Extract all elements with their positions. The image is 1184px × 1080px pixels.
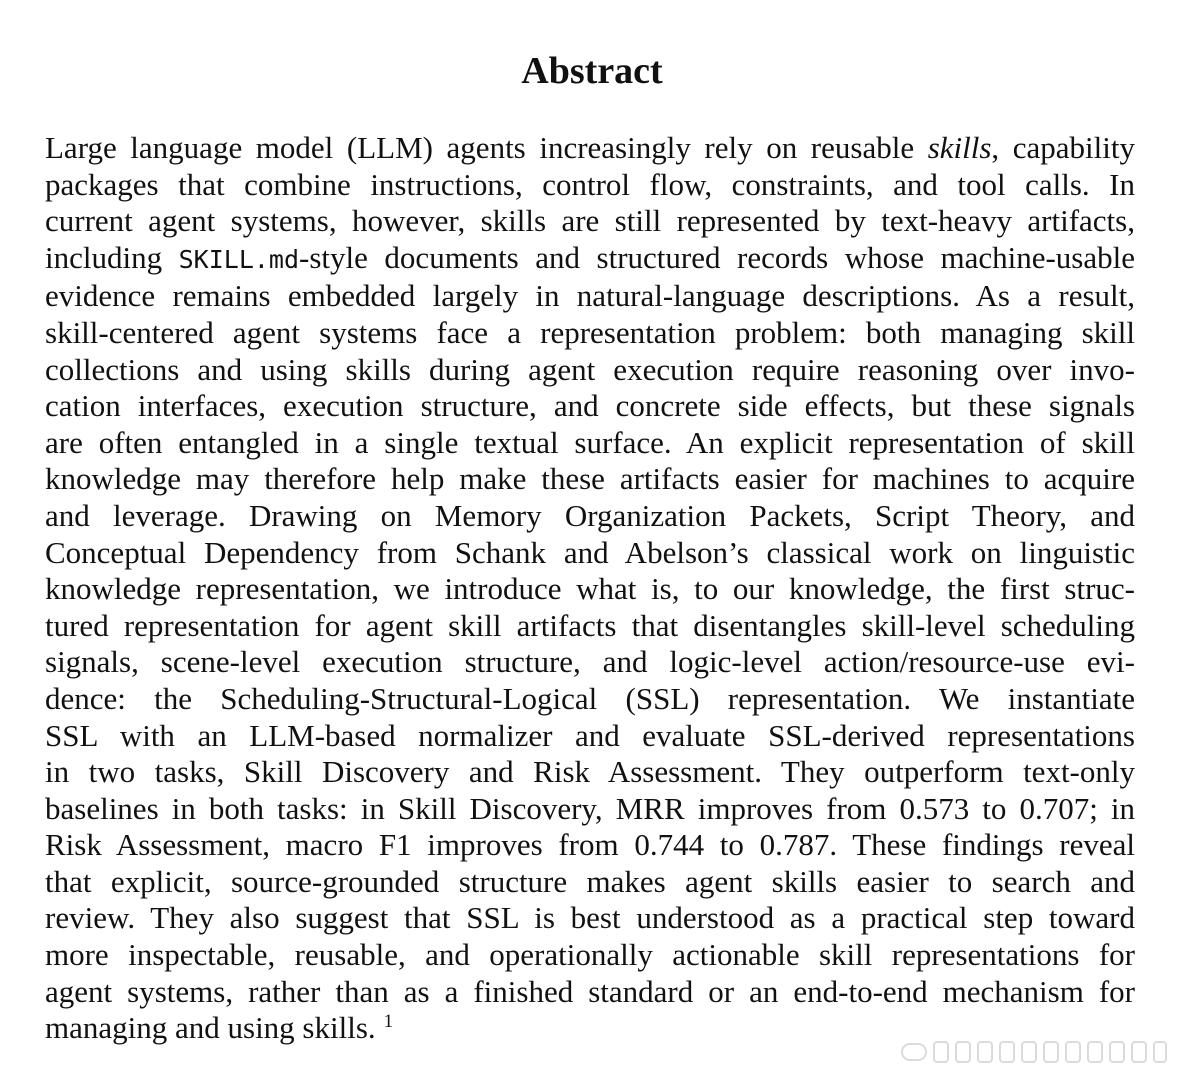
abstract-line: packages that combine instructions, control flow, constraints, and tool calls. In	[45, 166, 1135, 202]
abstract-line: dence: the Scheduling-Structural-Logical (SSL) representation. We instantiate	[45, 680, 1135, 716]
abstract-line: more inspectable, reusable, and operationally actionable skill representations for	[45, 937, 1135, 973]
abstract-line: and leverage. Drawing on Memory Organization Packets, Script Theory, and	[45, 497, 1135, 533]
abstract-line: evidence remains embedded largely in natural-language descriptions. As a result,	[45, 278, 1135, 314]
text-run: including	[45, 239, 179, 275]
footnote-mark[interactable]: 1	[383, 1011, 394, 1033]
abstract-line: baselines in both tasks: in Skill Discovery, MRR improves from 0.573 to 0.707; in	[45, 790, 1135, 826]
abstract-line	[45, 130, 1135, 167]
abstract-line: in two tasks, Skill Discovery and Risk Assessment. They outperform text-only	[45, 754, 1135, 790]
abstract-line: SSL with an LLM-based normalizer and evaluate SSL-derived representations	[45, 717, 1135, 753]
abstract-body	[45, 130, 1135, 1047]
abstract-line: Risk Assessment, macro F1 improves from 0.744 to 0.787. These findings reveal	[45, 827, 1135, 863]
text-run: Large language model (LLM) agents increasingly rely on reusable	[45, 130, 928, 165]
abstract-line: current agent systems, however, skills are still represented by text-heavy artifacts,	[45, 203, 1135, 239]
abstract-line: tured representation for agent skill artifacts that disentangles skill-level scheduling	[45, 607, 1135, 643]
abstract-line: cation interfaces, execution structure, and concrete side effects, but these signals	[45, 388, 1135, 424]
abstract-line: Conceptual Dependency from Schank and Abelson’s classical work on linguistic	[45, 534, 1135, 570]
abstract-line: that explicit, source-grounded structure makes agent skills easier to search and	[45, 863, 1135, 899]
watermark-logo-icon	[900, 1038, 1170, 1066]
abstract-line: review. They also suggest that SSL is best understood as a practical step toward	[45, 900, 1135, 936]
abstract-heading: Abstract	[521, 50, 663, 92]
abstract-line: skill-centered agent systems face a representation problem: both managing skill	[45, 314, 1135, 350]
abstract-line: agent systems, rather than as a finished standard or an end-to-end mechanism for	[45, 973, 1135, 1009]
text-run: -style documents and structured records whose machine-usable	[299, 239, 1135, 275]
abstract-line: knowledge may therefore help make these artifacts easier for machines to acquire	[45, 461, 1135, 497]
text-run: , capability	[991, 130, 1135, 165]
emphasis-skills: skills	[927, 130, 992, 165]
abstract-line: are often entangled in a single textual surface. An explicit representation of skill	[45, 424, 1135, 460]
abstract-line: collections and using skills during agent execution require reasoning over invo-	[45, 351, 1135, 387]
code-skill-md: SKILL.md	[178, 244, 300, 274]
abstract-line: signals, scene-level execution structure, and logic-level action/resource-use evi-	[45, 644, 1135, 680]
abstract-line	[45, 240, 1135, 279]
abstract-line: knowledge representation, we introduce what is, to our knowledge, the first struc-	[45, 571, 1135, 607]
text-run: managing and using skills.	[45, 1010, 376, 1046]
